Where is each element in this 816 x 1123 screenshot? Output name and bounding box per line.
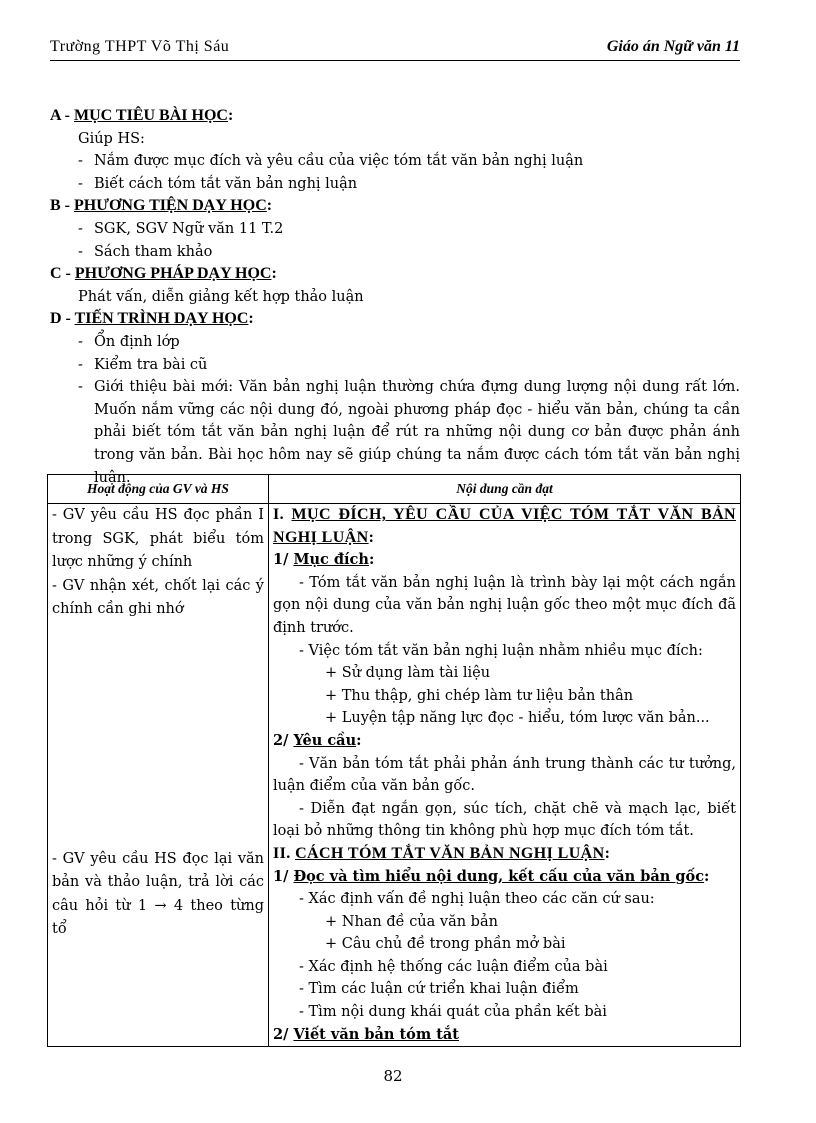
paragraph: - Việc tóm tắt văn bản nghị luận nhằm nhiều mục đích: bbox=[299, 642, 703, 659]
list-item: - Xác định vấn đề nghị luận theo các căn cứ sau: bbox=[299, 891, 655, 908]
paragraph: - Văn bản tóm tắt phải phản ánh trung thành các tư tưởng, luận điểm của văn bản gốc. bbox=[273, 755, 736, 795]
list-item: + Nhan đề của văn bản bbox=[325, 913, 498, 930]
paragraph: - Tóm tắt văn bản nghị luận là trình bày lại một cách ngắn gọn nội dung của văn bản nghị luận gốc theo một mục đích đã định trước. bbox=[273, 574, 736, 636]
subsection-2-heading: 2/ Yêu cầu: bbox=[273, 731, 362, 749]
section-b-heading: B - PHƯƠNG TIỆN DẠY HỌC: bbox=[50, 197, 273, 215]
activity-2: - GV nhận xét, chốt lại các ý chính cần ghi nhớ bbox=[52, 577, 264, 617]
list-item: + Thu thập, ghi chép làm tư liệu bản thân bbox=[325, 687, 634, 704]
section-c-heading: C - PHƯƠNG PHÁP DẠY HỌC: bbox=[50, 265, 277, 283]
page-header bbox=[50, 38, 740, 61]
list-item: - Kiểm tra bài cũ bbox=[78, 356, 208, 373]
col2-header: Nội dung cần đạt bbox=[269, 475, 741, 504]
list-item: + Luyện tập năng lực đọc - hiểu, tóm lược văn bản... bbox=[325, 710, 710, 727]
list-item: - Sách tham khảo bbox=[78, 243, 213, 260]
list-item: - Tìm nội dung khái quát của phần kết bài bbox=[299, 1004, 607, 1021]
teacher-activity-cell bbox=[48, 504, 269, 1047]
part-2-heading: II. CÁCH TÓM TẮT VĂN BẢN NGHỊ LUẬN: bbox=[273, 844, 611, 862]
list-item: + Câu chủ đề trong phần mở bài bbox=[325, 936, 566, 953]
section-d-heading: D - TIẾN TRÌNH DẠY HỌC: bbox=[50, 310, 254, 328]
section-c-intro: Phát vấn, diễn giảng kết hợp thảo luận bbox=[78, 288, 364, 305]
col1-header: Hoạt động của GV và HS bbox=[48, 475, 269, 504]
lesson-body bbox=[50, 105, 740, 489]
part-1-heading: I. MỤC ĐÍCH, YÊU CẦU CỦA VIỆC TÓM TẮT VĂN BẢN NGHỊ LUẬN: bbox=[273, 506, 736, 546]
school-name: Trường THPT Võ Thị Sáu bbox=[50, 38, 230, 55]
list-item: - Tìm các luận cứ triển khai luận điểm bbox=[299, 981, 579, 998]
subsection-4-heading: 2/ Viết văn bản tóm tắt bbox=[273, 1025, 459, 1043]
subject-title: Giáo án Ngữ văn 11 bbox=[606, 38, 740, 55]
list-item: - Biết cách tóm tắt văn bản nghị luận bbox=[78, 175, 358, 192]
list-item: - Giới thiệu bài mới: Văn bản nghị luận thường chứa đựng dung lượng nội dung rất lớn. Muốn nắm vững các nội dung đó, ngoài phương pháp đọc - hiểu văn bản, chúng ta cần phải biết tóm tắt văn bản nghị luận để rút ra những nội dung cơ bản được phản ánh trong văn bản. Bài học hôm nay sẽ giúp chúng ta nắm được cách tóm tắt văn bản nghị luận. bbox=[78, 379, 740, 486]
list-item: - SGK, SGV Ngữ văn 11 T.2 bbox=[78, 220, 284, 237]
list-item: - Nắm được mục đích và yêu cầu của việc tóm tắt văn bản nghị luận bbox=[78, 153, 584, 170]
paragraph: - Diễn đạt ngắn gọn, súc tích, chặt chẽ và mạch lạc, biết loại bỏ những thông tin không phù hợp mục đích tóm tắt. bbox=[273, 800, 736, 840]
table-row bbox=[48, 504, 741, 1047]
table-header-row bbox=[48, 475, 741, 504]
activity-3: - GV yêu cầu HS đọc lại văn bản và thảo luận, trả lời các câu hỏi từ 1 → 4 theo từng tổ bbox=[52, 850, 264, 937]
list-item: - Xác định hệ thống các luận điểm của bài bbox=[299, 958, 608, 975]
page-number: 82 bbox=[383, 1067, 403, 1085]
section-a-heading: A - MỤC TIÊU BÀI HỌC: bbox=[50, 107, 234, 124]
subsection-1-heading: 1/ Mục đích: bbox=[273, 551, 375, 569]
list-item: - Ổn định lớp bbox=[78, 333, 180, 350]
activity-1: - GV yêu cầu HS đọc phần I trong SGK, phát biểu tóm lược những ý chính bbox=[52, 507, 264, 570]
content-cell bbox=[269, 504, 741, 1047]
lesson-table bbox=[47, 474, 741, 1047]
subsection-3-heading: 1/ Đọc và tìm hiểu nội dung, kết cấu của văn bản gốc: bbox=[273, 867, 710, 885]
section-a-intro: Giúp HS: bbox=[78, 130, 145, 147]
list-item: + Sử dụng làm tài liệu bbox=[325, 665, 491, 682]
